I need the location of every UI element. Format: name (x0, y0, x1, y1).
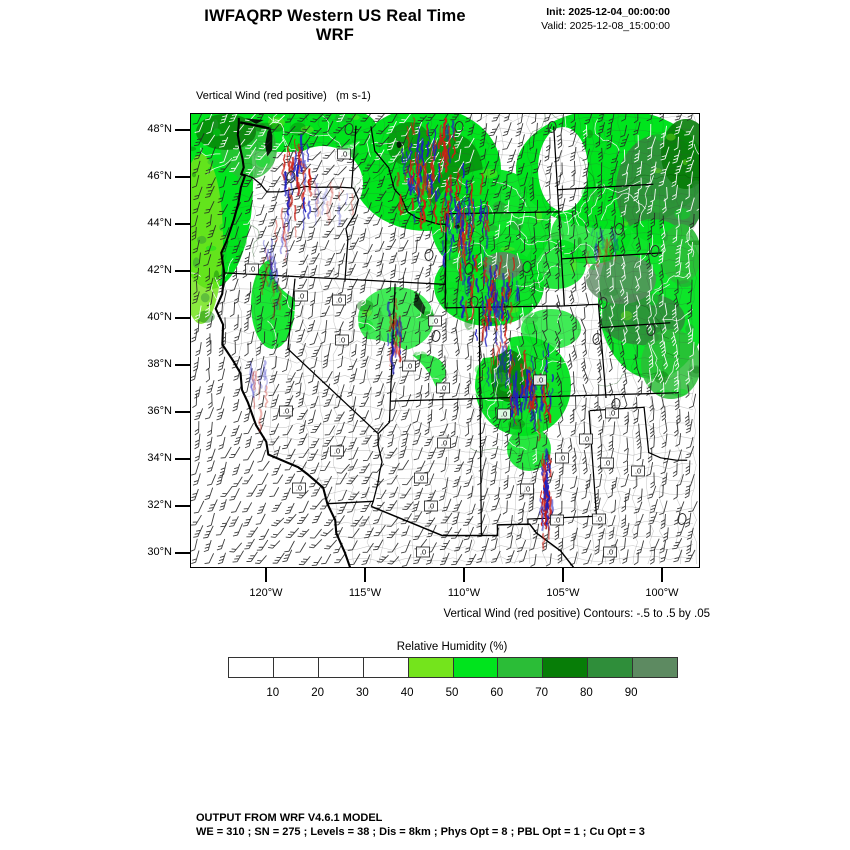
colorbar-segment (229, 658, 274, 677)
colorbar-segment (364, 658, 409, 677)
longitude-tick (661, 568, 663, 582)
longitude-label: 115°W (348, 587, 382, 599)
colorbar-segment (543, 658, 588, 677)
longitude-label: 105°W (546, 587, 580, 599)
colorbar-tick-label: 20 (311, 687, 324, 699)
colorbar (228, 657, 678, 678)
footer-model-line: OUTPUT FROM WRF V4.6.1 MODEL (196, 812, 383, 824)
longitude-tick (463, 568, 465, 582)
wrf-map-canvas (191, 114, 699, 567)
colorbar-title: Relative Humidity (%) (396, 641, 508, 653)
legend-vertical-wind: Vertical Wind (red positive) (m s-1) (196, 90, 371, 102)
latitude-label: 40°N (147, 311, 172, 323)
longitude-label: 100°W (645, 587, 679, 599)
colorbar-segment (633, 658, 677, 677)
colorbar-tick-label: 70 (535, 687, 548, 699)
valid-time: Valid: 2025-12-08_15:00:00 (541, 19, 670, 32)
latitude-label: 44°N (147, 217, 172, 229)
latitude-tick (175, 270, 190, 272)
latitude-tick (175, 317, 190, 319)
latitude-label: 36°N (147, 405, 172, 417)
run-times (541, 6, 670, 33)
latitude-label: 30°N (147, 546, 172, 558)
latitude-tick (175, 458, 190, 460)
colorbar-segment (319, 658, 364, 677)
contour-caption: Vertical Wind (red positive) Contours: -.5 to .5 by .05 (443, 608, 710, 620)
colorbar-segment (409, 658, 454, 677)
latitude-tick (175, 411, 190, 413)
latitude-tick (175, 505, 190, 507)
init-time: Init: 2025-12-04_00:00:00 (546, 6, 670, 18)
longitude-label: 110°W (447, 587, 481, 599)
colorbar-tick-label: 90 (624, 687, 638, 699)
colorbar-tick-label: 40 (400, 687, 414, 699)
colorbar-segment (454, 658, 499, 677)
latitude-tick (175, 129, 190, 131)
colorbar-segment (498, 658, 543, 677)
latitude-label: 48°N (147, 123, 172, 135)
footer-config-line: WE = 310 ; SN = 275 ; Levels = 38 ; Dis = 8km ; Phys Opt = 8 ; PBL Opt = 1 ; Cu Opt = 3 (196, 825, 645, 838)
colorbar-segment (588, 658, 633, 677)
latitude-label: 38°N (147, 358, 172, 370)
map-frame (190, 113, 700, 568)
colorbar-tick-label: 30 (355, 687, 369, 699)
latitude-tick (175, 223, 190, 225)
latitude-label: 34°N (147, 452, 172, 464)
latitude-tick (175, 364, 190, 366)
colorbar-tick-label: 60 (490, 687, 504, 699)
latitude-tick (175, 176, 190, 178)
latitude-label: 46°N (147, 170, 172, 182)
latitude-label: 32°N (147, 499, 172, 511)
colorbar-segment (274, 658, 319, 677)
latitude-tick (175, 552, 190, 554)
longitude-tick (562, 568, 564, 582)
longitude-tick (364, 568, 366, 582)
colorbar-tick-label: 10 (266, 687, 280, 699)
colorbar-tick-label: 50 (445, 687, 459, 699)
longitude-label: 120°W (249, 587, 283, 599)
model-footer (196, 812, 645, 839)
page-title: IWFAQRP Western US Real Time WRF (204, 7, 466, 44)
colorbar-tick-label: 80 (579, 687, 593, 699)
latitude-label: 42°N (147, 264, 172, 276)
longitude-tick (265, 568, 267, 582)
